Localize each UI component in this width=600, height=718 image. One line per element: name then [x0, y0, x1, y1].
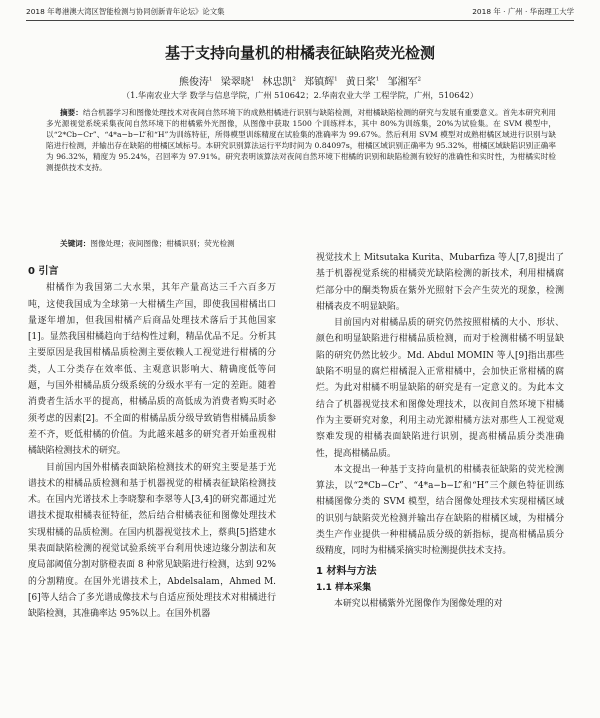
- author: 邹湘军: [387, 77, 418, 88]
- paragraph: 本文提出一种基于支持向量机的柑橘表征缺陷的荧光检测算法，以“2*Cb−Cr”、“4*a−b−L”和“H”三个颜色特征训练柑橘图像分类的 SVM 模型，结合图像处理技术实现柑橘区域的识别与缺陷荧光检测并输出存在缺陷的柑橘区域，为柑橘分类生产作业提供一种柑橘品质分级的新指标，提高柑橘品质分级精度，同时为柑橘采摘实时检测提供技术支持。: [316, 464, 564, 557]
- author-mark: 2: [292, 76, 296, 83]
- section-heading-introduction: 0 引言: [28, 266, 59, 277]
- abstract: [46, 107, 556, 174]
- author-mark: 1: [334, 76, 338, 83]
- author: 黄日桨: [345, 77, 376, 88]
- paragraph: 柑橘作为我国第二大水果，其年产量高达三千六百多万吨，这使我国成为全球第一大柑橘生产国，即使我国柑橘出口量逐年增加，但我国柑橘产后商品处理技术落后于其他国家[1]。显然我国柑橘趋向于结构性过剩，精品优品不足。分析其主要原因是我国柑橘品质检测主要依赖人工视觉进行柑橘的分类，人工分类存在效率低、主观意识影响大、精确度低等问题，与国外柑橘品质分级系统的分级水平有一定的差距。随着消费者生活水平的提高，柑橘品质的高低成为消费者购买时必须考虑的因素[2]。不全面的柑橘品质分级导致销售柑橘品质参差不齐，贬低柑橘的价值。为此越来越多的研究者开始重视柑橘缺陷检测技术的研究。: [28, 283, 276, 457]
- author: 郑镇辉: [304, 77, 335, 88]
- header-right: 2018 年 · 广州 · 华南理工大学: [472, 7, 574, 16]
- running-header: [26, 6, 574, 21]
- subsection-heading: 1.1 样本采集: [316, 582, 372, 593]
- right-column: [316, 250, 564, 613]
- author-mark: 1: [375, 76, 380, 83]
- paragraph: 视觉技术上 Mitsutaka Kurita、Mubarfiza 等人[7,8]提出了基于机器视觉系统的柑橘荧光缺陷检测的新技术，利用柑橘腐烂部分中的酮类物质在紫外光照射下会产生荧光的现象，检测柑橘表皮不明显缺陷。: [316, 253, 564, 312]
- paragraph: 本研究以柑橘紫外光图像作为图像处理的对: [334, 599, 503, 610]
- affiliation: （1.华南农业大学 数学与信息学院，广州 510642；2.华南农业大学 工程学院，广州，510642）: [121, 90, 479, 100]
- author: 熊俊涛: [179, 77, 210, 88]
- paragraph: 目前国内对柑橘品质的研究仍然按照柑橘的大小、形状、颜色和明显缺陷进行柑橘品质检测，而对于检测柑橘不明显缺陷的研究仍然比较少。Md. Abdul MOMIN 等人[9]指出那些缺陷不明显的腐烂柑橘混入正常柑橘中，会加快正常柑橘的腐烂。为此对柑橘不明显缺陷的研究是有一定意义的。为此本文结合了机器视觉技术和图像处理技术，以夜间自然环境下柑橘作为主要研究对象，利用主动光源柑橘方法对那些人工视觉观察难发现的柑橘表面缺陷进行识别，提高柑橘品质分类准确性，提高柑橘品质。: [316, 318, 564, 459]
- paragraph: 目前国内国外柑橘表面缺陷检测技术的研究主要是基于光谱技术的柑橘品质检测和基于机器视觉的柑橘表征缺陷检测技术。在国内光谱技术上李晓黎和李翠等人[3,4]的研究都通过光谱技术提取柑橘表征特征，然后结合柑橘表征和图像处理技术实现柑橘的品质检测。在国内机器视觉技术上，蔡典[5]搭建水果表面缺陷检测的视觉试验系统平台利用快速边缘分割法和灰度局部阈值分割对脐橙表面 8 种常见缺陷进行检测，达到 92%的分割精度。在国外光谱技术上，Abdelsalam，Ahmed M.[6]等人结合了多光谱成像技术与自适应预处理技术对柑橘进行缺陷检测，其准确率达 95%以上。在国外机器: [28, 462, 276, 620]
- keywords: [60, 238, 556, 249]
- header-left: 2018 年粤港澳大湾区智能检测与协同创新青年论坛》论文集: [26, 7, 225, 16]
- author-mark: 1: [250, 76, 255, 83]
- author-list: [0, 73, 600, 88]
- abstract-label: 摘要：: [60, 108, 83, 117]
- left-column: [28, 264, 276, 623]
- keywords-label: 关键词：: [60, 239, 91, 248]
- keywords-text: 图像处理；夜间图像；柑橘识别；荧光检测: [90, 239, 235, 248]
- author: 林忠凯: [262, 77, 293, 88]
- abstract-text: 结合机器学习和图像处理技术对夜间自然环境下的成熟柑橘进行识别与缺陷检测，对柑橘缺陷检测的研究与发展有重要意义。首先本研究利用多光源视觉系统采集夜间自然环境下的柑橘紫外光图像，从图像中获取 1500 个训练样本，其中 80%为训练集，20%为试验集。在 SVM 模型中，以“2*Cb−Cr”、“4*a−b−L”和“H”为训练特征，所得模型训练精度在试验集的准确率为 99.67%。然后利用 SVM 模型对成熟柑橘区域进行识别与缺陷进行检测，并输出存在缺陷的柑橘区域标号。本研究识别算法运行平均时间为 0.84097s，柑橘区域识别正确率为 95.32%，柑橘区域缺陷识别正确率为 96.32%，精度为 95.24%，召回率为 97.91%。研究表明该算法对夜间自然环境下柑橘的识别和缺陷检测有较好的准确性和实时性，为柑橘实时检测提供技术支持。: [46, 108, 557, 173]
- author: 梁翠晓: [220, 77, 251, 88]
- paper-title: 基于支持向量机的柑橘表征缺陷荧光检测: [164, 44, 435, 62]
- section-heading-methods: 1 材料与方法: [316, 565, 377, 577]
- author-mark: 1: [209, 76, 213, 83]
- author-mark: 2: [417, 76, 421, 83]
